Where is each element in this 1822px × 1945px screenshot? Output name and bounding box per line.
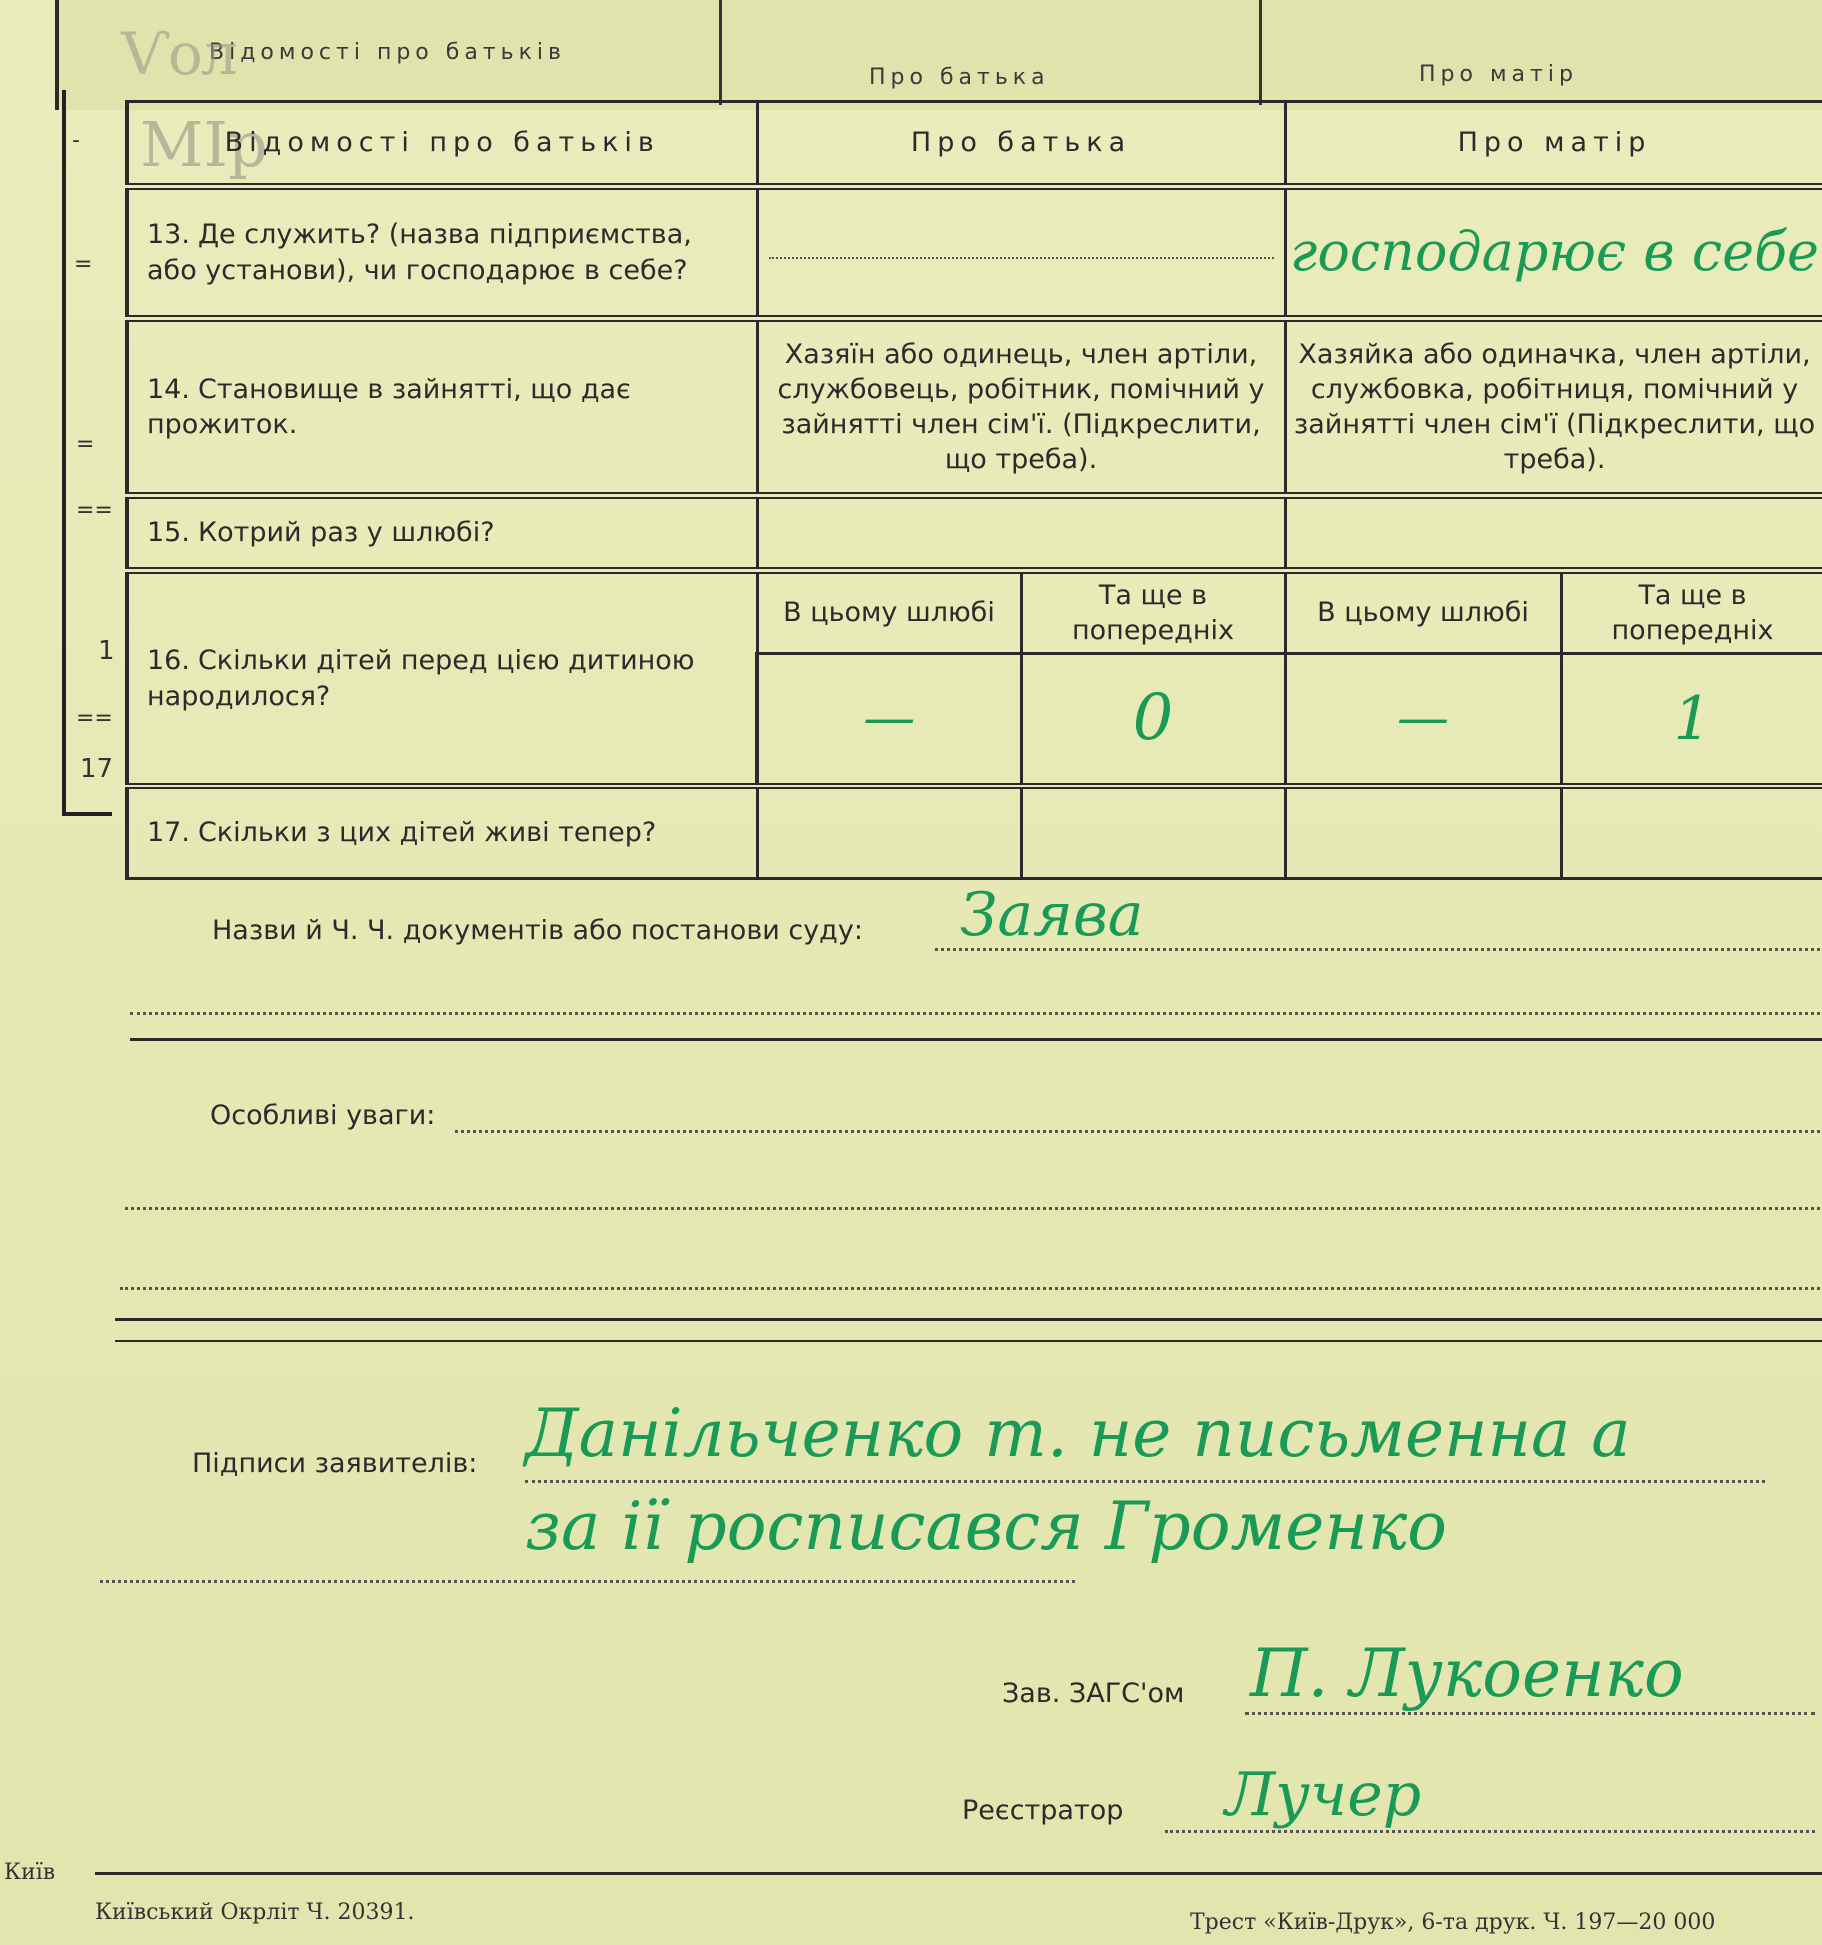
answer-17-mother-previous	[1561, 786, 1822, 879]
table-row-13	[127, 187, 1822, 319]
answer-13-father	[757, 187, 1285, 319]
handwritten-answer: 1	[1673, 684, 1712, 754]
margin-dash: =	[74, 252, 93, 277]
question-16	[127, 571, 757, 787]
registrar-signature-line	[1165, 1830, 1815, 1833]
zags-signature-line	[1245, 1712, 1815, 1715]
table-row-15	[127, 496, 1822, 571]
answer-17-father-previous	[1021, 786, 1285, 879]
question-15	[127, 496, 757, 571]
bottom-rule	[95, 1872, 1822, 1875]
answer-14-father-options: Хазяїн або одинець, член артіли, службовець, робітник, помічний у зайнятті член сім'ї. (Підкреслити, що треба).	[757, 319, 1285, 496]
answer-line	[769, 257, 1274, 259]
handwritten-answer: —	[1397, 688, 1450, 749]
back-sheet-col1: Відомості про батьків	[209, 40, 566, 65]
signature-line-2	[100, 1580, 1075, 1583]
answer-15-father	[757, 496, 1285, 571]
applicant-signature-line1: Данільченко т. не письменна а	[525, 1395, 1631, 1472]
header-father: Про батька	[757, 102, 1285, 187]
zags-head-label: Зав. ЗАГС'ом	[1002, 1678, 1185, 1709]
question-text: Скільки з цих дітей живі тепер?	[197, 817, 657, 849]
question-number: 17.	[147, 817, 190, 849]
handwritten-answer: господарює в себе	[1290, 220, 1820, 284]
back-sheet-divider	[1259, 0, 1262, 105]
question-number: 15.	[147, 517, 190, 549]
notes-label: Особливі уваги:	[210, 1100, 436, 1131]
corner-stamp: МІр	[140, 108, 268, 181]
answer-13-mother	[1285, 187, 1822, 319]
table-row-14	[127, 319, 1822, 496]
question-text: Де служить? (назва підприємства, або установи), чи господарює в себе?	[147, 219, 692, 286]
question-number: 13.	[147, 219, 190, 251]
question-number: 16.	[147, 645, 190, 677]
answer-16-father-previous	[1021, 654, 1285, 787]
documents-label: Назви й Ч. Ч. документів або постанови суду:	[212, 915, 863, 946]
registrar-signature: Лучер	[1225, 1760, 1422, 1830]
back-sheet-divider	[719, 0, 722, 105]
left-rail-foot	[62, 812, 112, 816]
margin-stamp: Ѵол	[120, 20, 236, 88]
documents-line	[935, 948, 1820, 951]
answer-17-father-this	[757, 786, 1021, 879]
subheader-mother-previous: Та ще в попередніх	[1561, 571, 1822, 654]
margin-number-17: 17	[80, 754, 114, 784]
question-13	[127, 187, 757, 319]
header-parents-info: Відомості про батьків	[127, 102, 757, 187]
header-mother: Про матір	[1285, 102, 1822, 187]
section-divider	[130, 1038, 1822, 1041]
notes-line	[455, 1130, 1820, 1133]
question-text: Скільки дітей перед цією дитиною народилося?	[147, 645, 695, 712]
handwritten-answer: 0	[1132, 681, 1174, 756]
back-sheet-col2: Про батька	[869, 65, 1050, 90]
signature-line	[525, 1480, 1765, 1483]
answer-16-mother-this	[1285, 654, 1561, 787]
question-17	[127, 786, 757, 879]
applicant-signature-line2: за ії росписався Громенко	[525, 1488, 1447, 1565]
table-row-17	[127, 786, 1822, 879]
answer-16-father-this	[757, 654, 1021, 787]
zags-head-signature: П. Лукоенко	[1250, 1635, 1684, 1712]
answer-14-mother-options: Хазяйка або одиначка, член артіли, службовка, робітниця, помічний у зайнятті член сім'ї (Підкреслити, що треба).	[1285, 319, 1822, 496]
documents-line-2	[130, 1012, 1820, 1015]
question-text: Котрий раз у шлюбі?	[197, 517, 495, 549]
left-rail	[62, 90, 66, 812]
handwritten-answer: —	[863, 688, 916, 749]
subheader-mother-this-marriage: В цьому шлюбі	[1285, 571, 1561, 654]
answer-17-mother-this	[1285, 786, 1561, 879]
footer-right-print: Трест «Київ-Друк», 6-та друк. Ч. 197—20 000	[1190, 1910, 1716, 1935]
signatures-label: Підписи заявителів:	[192, 1448, 478, 1479]
parents-info-table	[125, 100, 1822, 880]
margin-dash: ==	[76, 706, 113, 731]
notes-line-2	[125, 1207, 1820, 1210]
section-divider	[115, 1318, 1822, 1321]
table-row-16-subheader	[127, 571, 1822, 654]
subheader-father-this-marriage: В цьому шлюбі	[757, 571, 1021, 654]
footer-left-print: Київський Окрліт Ч. 20391.	[95, 1900, 415, 1925]
margin-dash: =	[76, 432, 95, 457]
margin-dash: ==	[76, 498, 113, 523]
table-header-row	[127, 102, 1822, 187]
answer-15-mother	[1285, 496, 1822, 571]
question-14	[127, 319, 757, 496]
subheader-father-previous: Та ще в попередніх	[1021, 571, 1285, 654]
back-sheet	[55, 0, 1822, 110]
question-text: Становище в зайнятті, що дає прожиток.	[147, 373, 631, 440]
registrar-label: Реєстратор	[962, 1795, 1124, 1826]
back-sheet-col3: Про матір	[1419, 62, 1578, 87]
margin-number-1: 1	[98, 636, 115, 666]
answer-16-mother-previous	[1561, 654, 1822, 787]
notes-line-3	[120, 1287, 1820, 1290]
margin-dash: -	[72, 128, 80, 153]
documents-handwritten-value: Заява	[960, 880, 1144, 950]
question-number: 14.	[147, 373, 190, 405]
section-divider	[115, 1340, 1822, 1342]
footer-left-city: Київ	[4, 1860, 56, 1885]
